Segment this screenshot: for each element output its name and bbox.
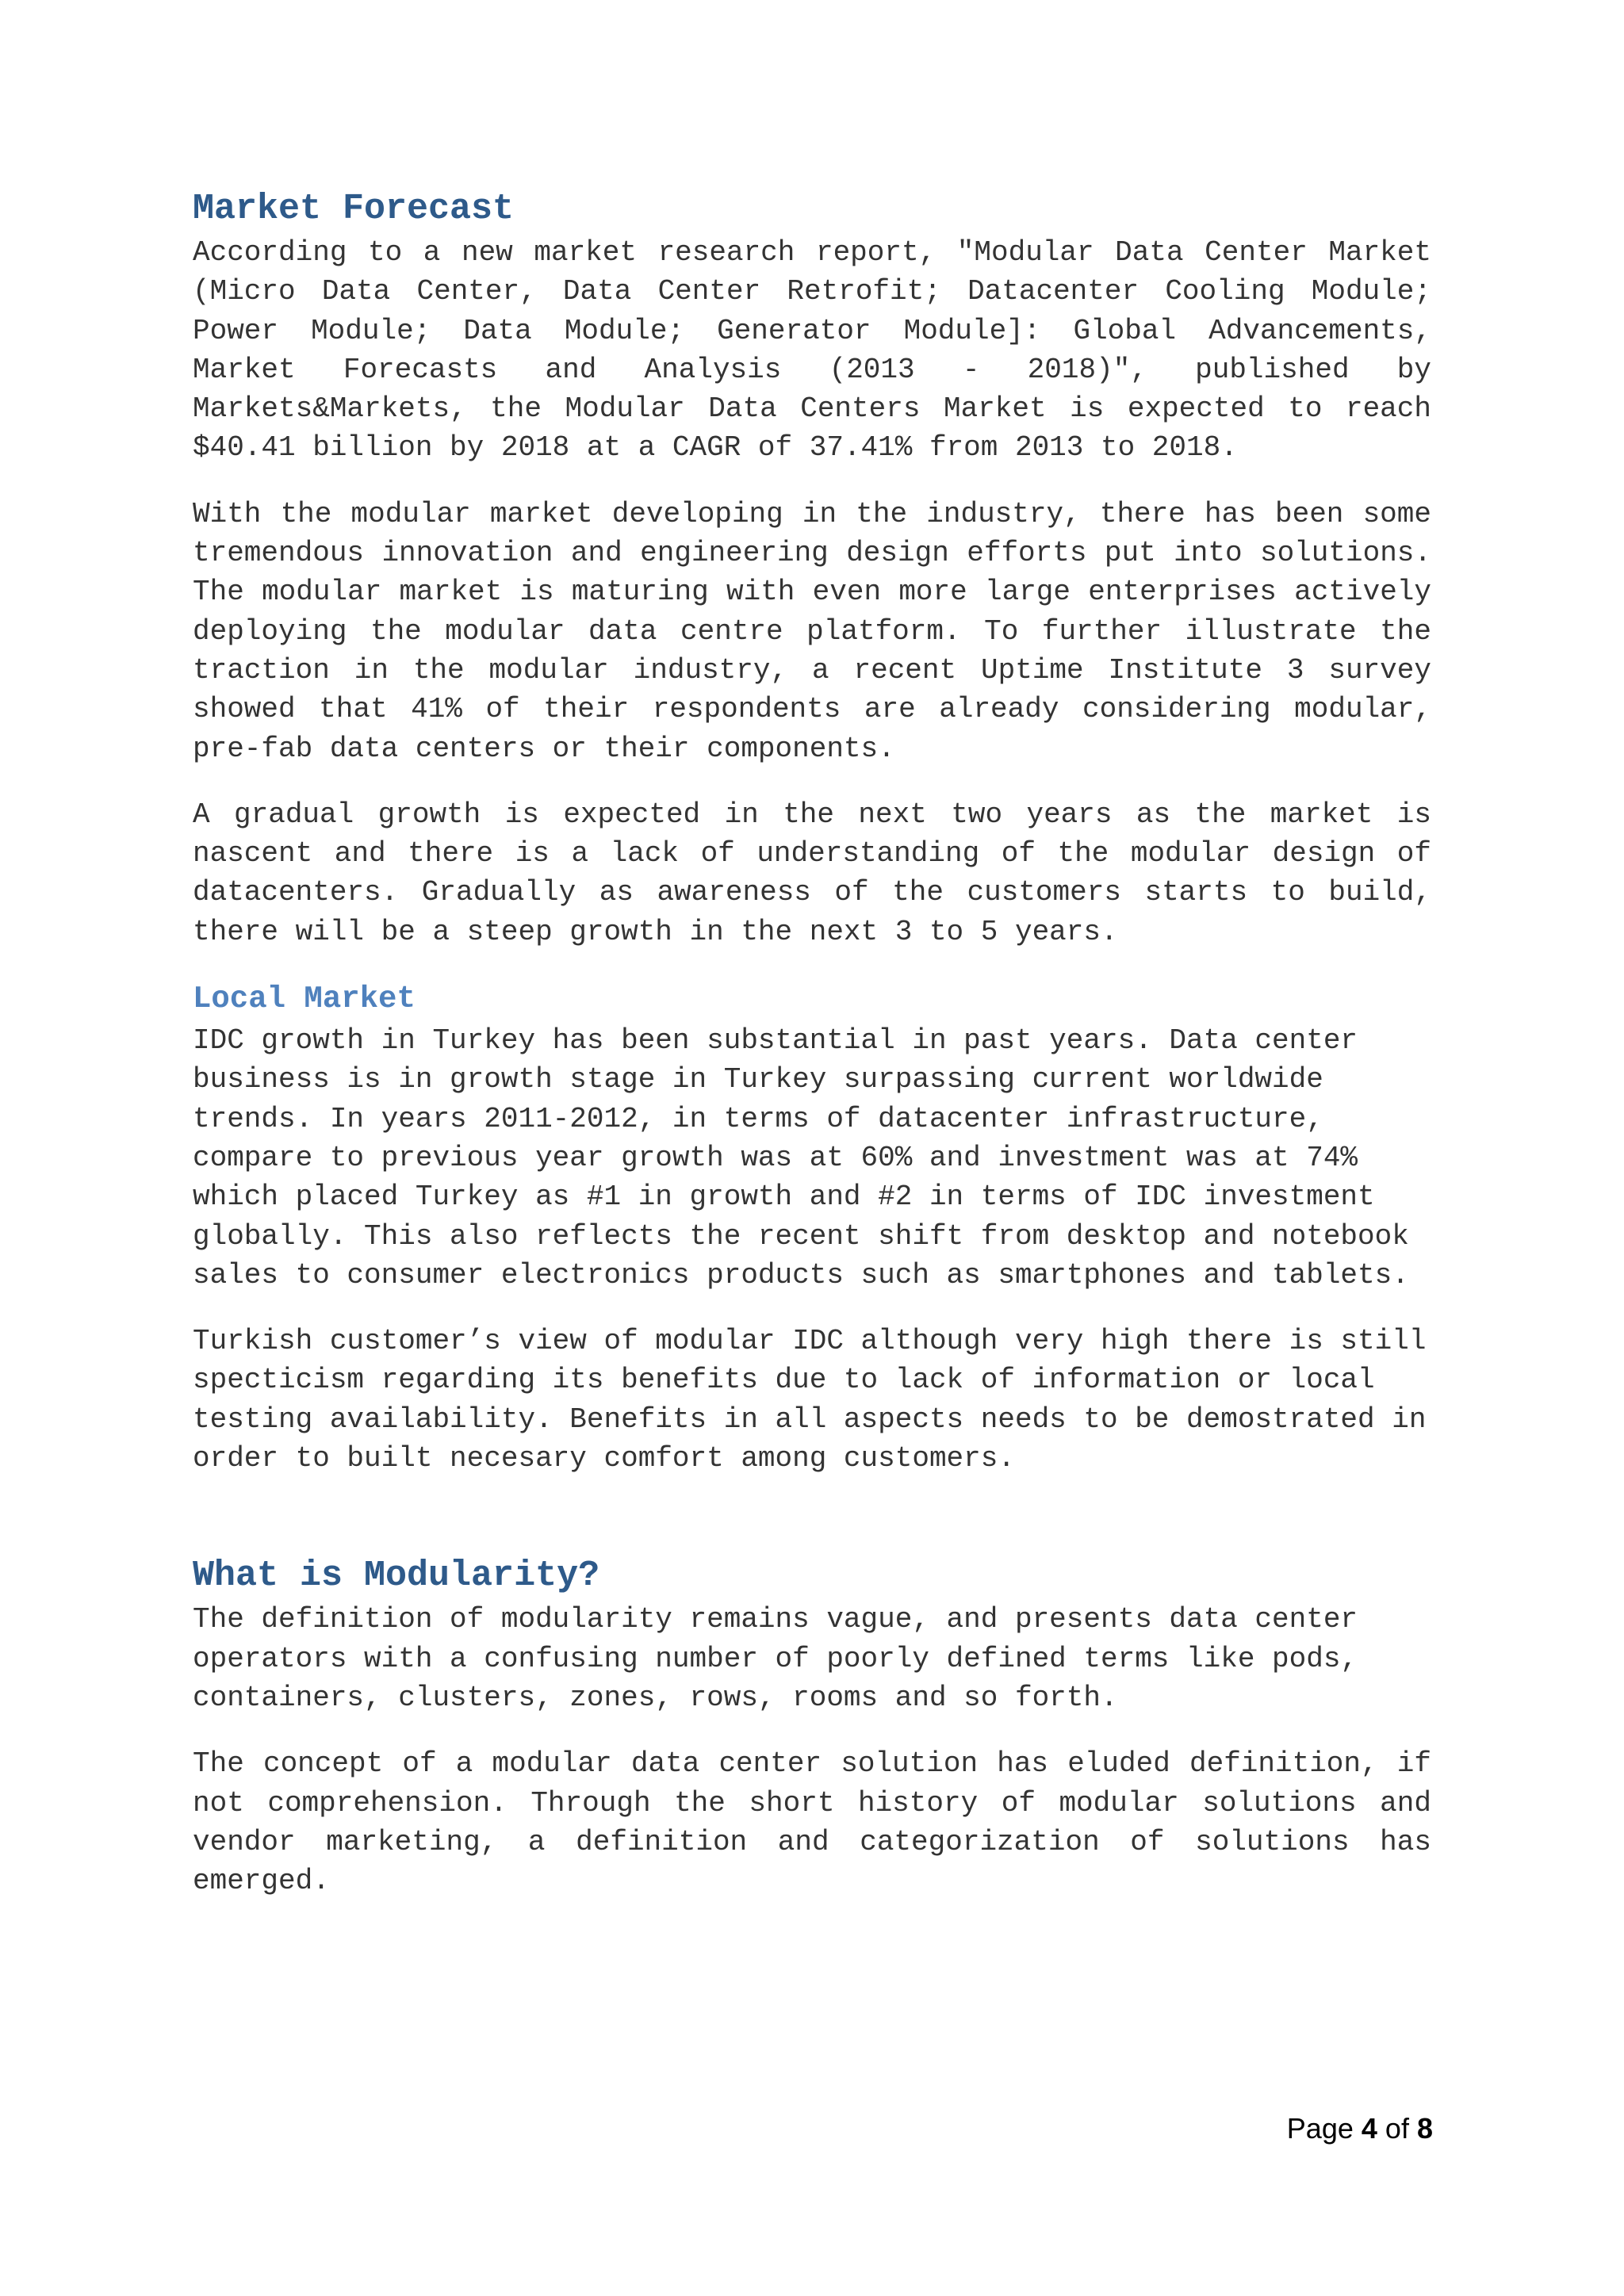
page-word: Page: [1286, 2112, 1354, 2145]
page-content: [193, 187, 1431, 1927]
page-total: 8: [1416, 2112, 1433, 2145]
paragraph: With the modular market developing in the industry, there has been some tremendous innovation and engineering design efforts put into solutions. The modular market is maturing with even more large enterprises actively deploying the modular data centre platform. To further illustrate the traction in the modular industry, a recent Uptime Institute 3 survey showed that 41% of their respondents are already considering modular, pre-fab data centers or their components.: [193, 497, 1431, 765]
paragraph: The concept of a modular data center solution has eluded definition, if not comprehension. Through the short history of modular solutions and vendor marketing, a definition and categorization of solutions has emerged.: [193, 1747, 1431, 1898]
page-number-footer: [1287, 2111, 1433, 2146]
paragraph: IDC growth in Turkey has been substantial in past years. Data center business is in growth stage in Turkey surpassing current worldwide trends. In years 2011-2012, in terms of datacenter infrastructure, compare to previous year growth was at 60% and investment was at 74% which placed Turkey as #1 in growth and #2 in terms of IDC investment globally. This also reflects the recent shift from desktop and notebook sales to consumer electronics products such as smartphones and tablets.: [193, 1024, 1409, 1292]
paragraph: The definition of modularity remains vague, and presents data center operators with a confusing number of poorly defined terms like pods, containers, clusters, zones, rows, rooms and so forth.: [193, 1603, 1358, 1714]
heading-local-market: Local Market: [193, 982, 416, 1017]
paragraph: A gradual growth is expected in the next two years as the market is nascent and there is a lack of understanding of the modular design of datacenters. Gradually as awareness of the customers starts to build, there will be a steep growth in the next 3 to 5 years.: [193, 798, 1431, 948]
heading-market-forecast: Market Forecast: [193, 189, 515, 229]
paragraph: Turkish customer’s view of modular IDC although very high there is still specticism regarding its benefits due to lack of information or local testing availability. Benefits in all aspects needs to be demostrated in order to built necesary comfort among customers.: [193, 1325, 1427, 1475]
of-word: of: [1385, 2112, 1409, 2145]
heading-what-is-modularity: What is Modularity?: [193, 1556, 600, 1597]
paragraph: According to a new market research report, "Modular Data Center Market (Micro Data Center, Data Center Retrofit; Datacenter Cooling Module; Power Module; Data Module; Generator Module]: Global Advancements, Market Forecasts and Analysis (2013 - 2018)", published by Markets&Markets, the Modular Data Centers Market is expected to reach $40.41 billion by 2018 at a CAGR of 37.41% from 2013 to 2018.: [193, 236, 1431, 465]
page-number: 4: [1361, 2112, 1377, 2145]
